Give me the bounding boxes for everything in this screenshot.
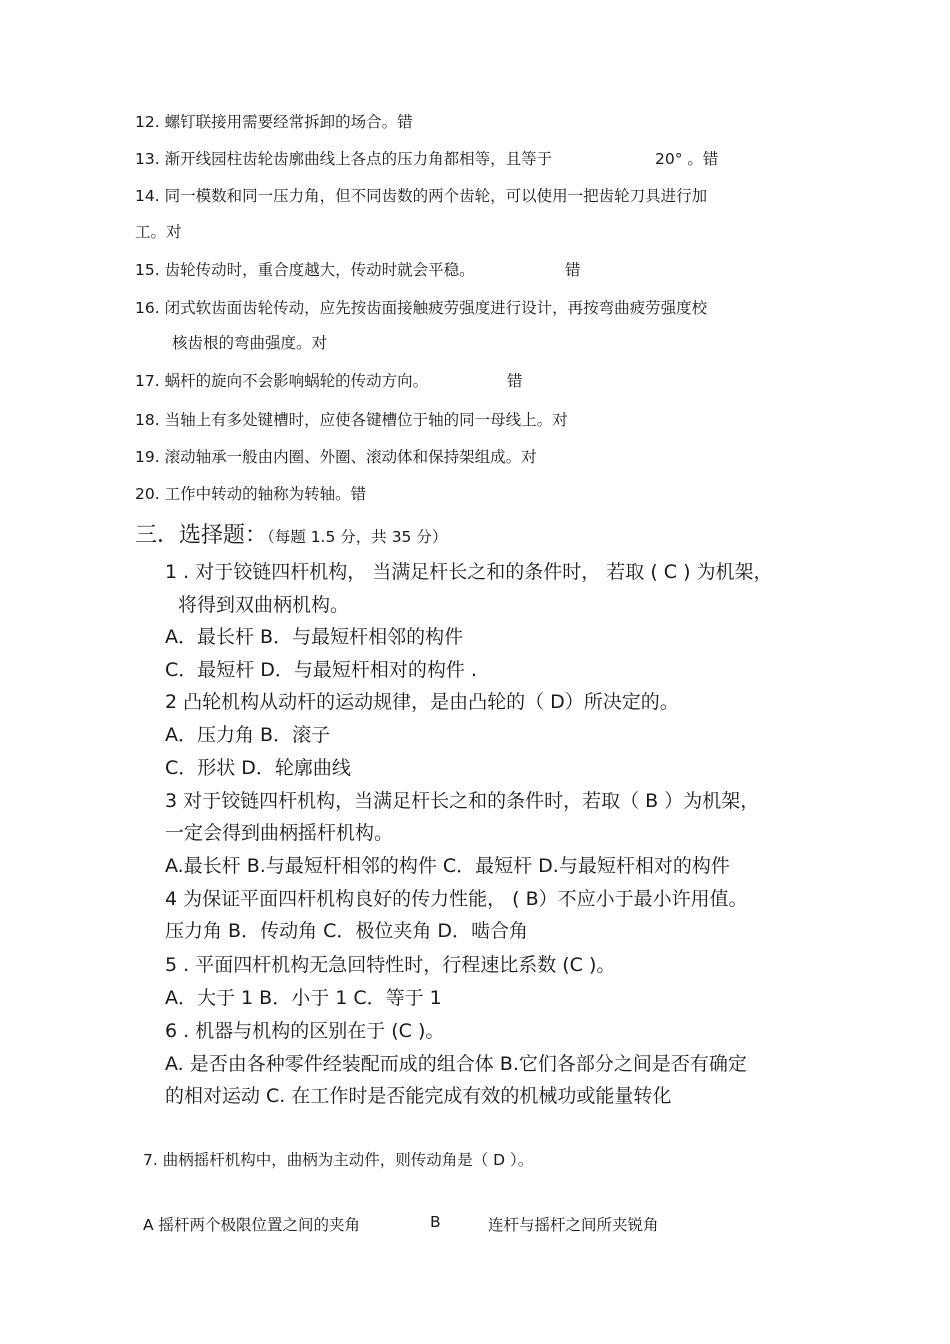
tf-item-16-line2: 核齿根的弯曲强度。对 — [172, 334, 328, 352]
tf-item-20: 20. 工作中转动的轴称为转轴。错 — [135, 485, 367, 503]
mc-q4-stem: 4 为保证平面四杆机构良好的传力性能， ( B）不应小于最小许用值。 — [165, 888, 748, 910]
mc-q2-stem: 2 凸轮机构从动杆的运动规律，是由凸轮的（ D）所决定的。 — [165, 691, 679, 713]
mc-q1-line2: 将得到双曲柄机构。 — [178, 594, 350, 616]
mc-q6-stem: 6 . 机器与机构的区别在于 (C )。 — [165, 1020, 445, 1042]
mc-q5-stem: 5 . 平面四杆机构无急回特性时，行程速比系数 (C )。 — [165, 954, 616, 976]
tf-item-16-line1: 16. 闭式软齿面齿轮传动，应先按齿面接触疲劳强度进行设计，再按弯曲疲劳强度校 — [135, 299, 708, 317]
mc-q1-options-ab: A．最长杆 B．与最短杆相邻的构件 — [165, 626, 464, 648]
mc-q5-options: A．大于 1 B．小于 1 C．等于 1 — [165, 987, 442, 1009]
mc-q7-option-a: A 摇杆两个极限位置之间的夹角 — [143, 1216, 361, 1234]
tf-item-13 — [135, 147, 552, 169]
mc-q7-option-b-text: 连杆与摇杆之间所夹锐角 — [488, 1216, 659, 1234]
mc-q7-stem: 7. 曲柄摇杆机构中，曲柄为主动件，则传动角是（ D ）。 — [143, 1151, 534, 1169]
tf-item-12: 12. 螺钉联接用需要经常拆卸的场合。错 — [135, 113, 413, 131]
mc-q2-options-ab: A．压力角 B．滚子 — [165, 724, 331, 746]
mc-q4-options: 压力角 B．传动角 C．极位夹角 D．啮合角 — [165, 920, 529, 942]
tf-item-15: 15. 齿轮传动时，重合度越大，传动时就会平稳。 — [135, 261, 475, 279]
tf-item-14-line1: 14. 同一模数和同一压力角，但不同齿数的两个齿轮，可以使用一把齿轮刀具进行加 — [135, 187, 708, 205]
tf-item-13-text: 13. 渐开线园柱齿轮齿廓曲线上各点的压力角都相等，且等于 — [135, 150, 553, 168]
tf-item-19: 19. 滚动轴承一般由内圈、外圈、滚动体和保持架组成。对 — [135, 448, 537, 466]
mc-q1-options-cd: C．最短杆 D．与最短杆相对的构件 . — [165, 659, 478, 681]
section-3-note: （每题 1.5 分，共 35 分） — [267, 528, 448, 546]
mc-q3-line2: 一定会得到曲柄摇杆机构。 — [165, 822, 394, 844]
tf-item-17: 17. 蜗杆的旋向不会影响蜗轮的传动方向。 — [135, 372, 429, 390]
mc-q1-line1: 1 . 对于铰链四杆机构， 当满足杆长之和的条件时， 若取 ( C ) 为机架， — [165, 561, 773, 583]
mc-q3-line1: 3 对于铰链四杆机构，当满足杆长之和的条件时，若取（ B ）为机架， — [165, 790, 760, 812]
mc-q2-options-cd: C．形状 D．轮廓曲线 — [165, 757, 351, 779]
mc-q6-options-line2: 的相对运动 C. 在工作时是否能完成有效的机械功或能量转化 — [165, 1085, 672, 1107]
mc-q6-options-line1: A. 是否由各种零件经装配而成的组合体 B.它们各部分之间是否有确定 — [165, 1053, 747, 1075]
mc-q7-option-b-label: B — [430, 1213, 441, 1231]
tf-item-15-answer: 错 — [565, 261, 581, 279]
tf-item-18: 18. 当轴上有多处键槽时，应使各键槽位于轴的同一母线上。对 — [135, 411, 568, 429]
tf-item-14-line2: 工。对 — [135, 223, 182, 241]
tf-item-17-answer: 错 — [507, 372, 523, 390]
section-3-title: 三．选择题： — [135, 523, 268, 548]
mc-q3-options: A.最长杆 B.与最短杆相邻的构件 C．最短杆 D.与最短杆相对的构件 — [165, 855, 730, 877]
section-3-heading — [135, 518, 447, 549]
tf-item-13-answer: 20° 。错 — [655, 150, 719, 168]
